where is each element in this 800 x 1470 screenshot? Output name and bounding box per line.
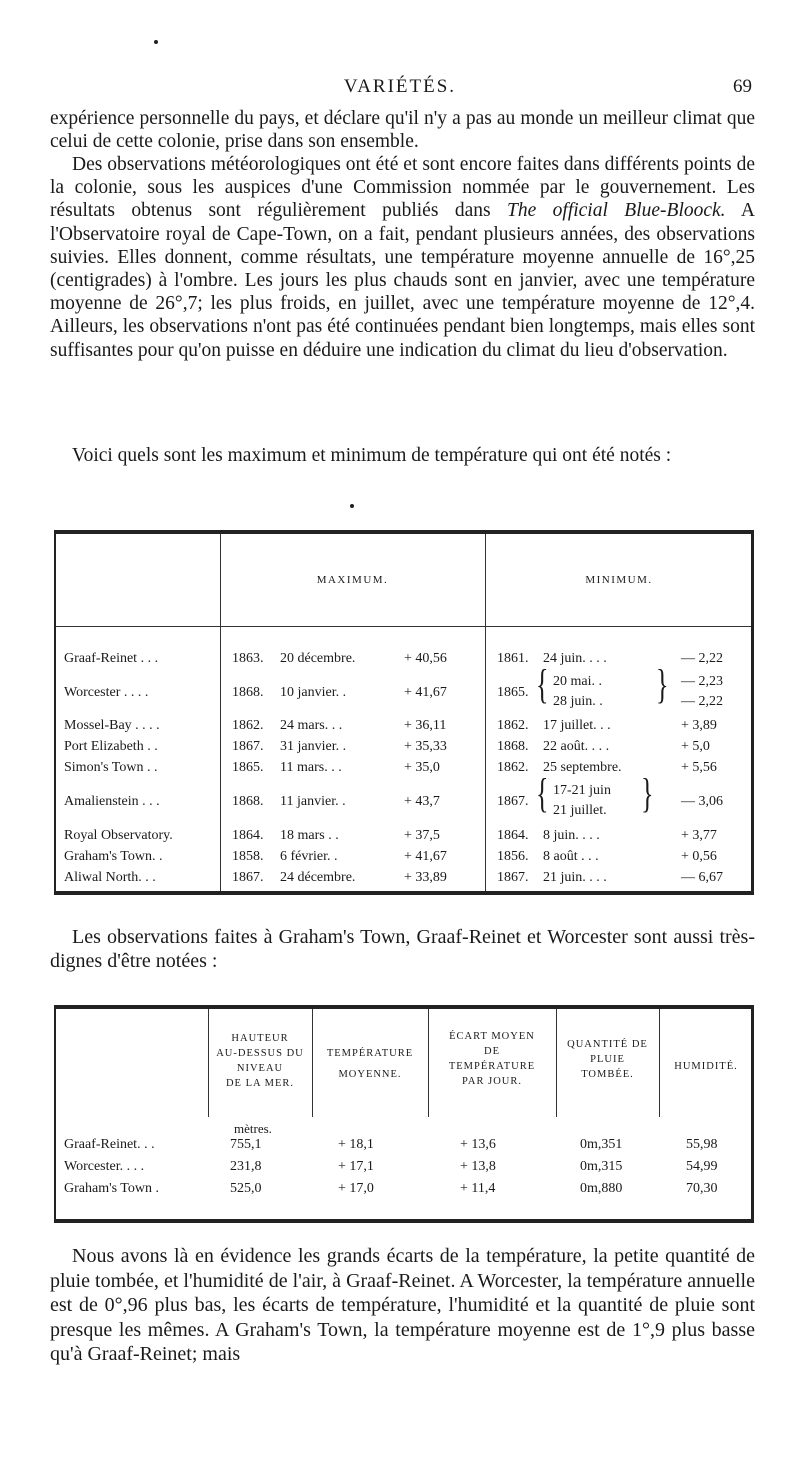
table-row: [56, 718, 751, 740]
table-row: [56, 661, 751, 718]
header-line: TEMPÉRATURE: [326, 1048, 414, 1059]
ecart: + 13,8: [460, 1159, 496, 1174]
place: Mossel-Bay . . . .: [64, 718, 160, 733]
header-line: AU-DESSUS DU: [216, 1048, 304, 1059]
min-year: 1862.: [497, 760, 529, 775]
max-value: + 35,0: [404, 760, 440, 775]
temperature-extremes-table: [54, 530, 754, 895]
humidity: 54,99: [686, 1159, 718, 1174]
header-line: ÉCART MOYEN: [449, 1031, 535, 1042]
table-row: [56, 870, 751, 892]
max-date: 6 février. .: [280, 849, 338, 864]
header-line: TOMBÉE.: [581, 1069, 634, 1080]
min-value-b: — 2,22: [681, 694, 723, 709]
place: Worcester . . . .: [64, 685, 149, 700]
min-value: + 3,89: [681, 718, 717, 733]
ink-speck: [350, 504, 354, 508]
min-date: 25 septembre.: [543, 760, 622, 775]
min-value: + 3,77: [681, 828, 717, 843]
table-row: [56, 770, 751, 827]
humidity: 55,98: [686, 1137, 718, 1152]
page-header: [0, 74, 800, 102]
place: Amalienstein . . .: [64, 794, 160, 809]
max-value: + 33,89: [404, 870, 447, 885]
header-altitude: [208, 1031, 312, 1091]
ecart: + 11,4: [460, 1181, 496, 1196]
min-date: 8 août . . .: [543, 849, 599, 864]
header-humidity: [659, 1059, 753, 1074]
header-line: TEMPÉRATURE: [448, 1061, 536, 1072]
min-date-b: 21 juillet.: [553, 803, 607, 818]
paragraph-intro: [50, 107, 755, 153]
max-date: 24 décembre.: [280, 870, 356, 885]
header-line: PLUIE: [590, 1054, 625, 1065]
header-ecart: [428, 1029, 556, 1089]
min-value: + 5,0: [681, 739, 710, 754]
max-value: + 35,33: [404, 739, 447, 754]
climate-stats-table: [54, 1005, 754, 1223]
paragraph-bottom: [50, 1244, 755, 1367]
paragraph-observations: [50, 153, 755, 362]
min-value: + 5,56: [681, 760, 717, 775]
max-value: + 36,11: [404, 718, 447, 733]
table-row: [56, 739, 751, 761]
header-line: NIVEAU: [236, 1063, 284, 1074]
max-year: 1867.: [232, 739, 264, 754]
max-date: 31 janvier. .: [280, 739, 347, 754]
min-date: 17 juillet. . .: [543, 718, 611, 733]
altitude: 525,0: [230, 1181, 262, 1196]
header-minimum: MINIMUM.: [585, 574, 653, 586]
header-line: DE LA MER.: [225, 1078, 295, 1089]
humidity: 70,30: [686, 1181, 718, 1196]
brace-open: {: [536, 770, 549, 817]
paragraph-text: A l'Observatoire royal de Cape-Town, on a fait, pendant plusieurs années, des observations suivies. Elles donnent, comme résultats, une température moyenne annuelle de 16°,25 (centigrades) à l'ombre. Les jours les plus chauds sont en janvier, avec une température moyenne de 26°,7; les plus froids, en juillet, avec une température moyenne de 12°,4. Ailleurs, les observations n'ont pas été continuées pendant bien longtemps, mais elles sont suffisantes pour qu'on puisse en déduire une indication du climat du lieu d'observation.: [50, 200, 755, 361]
min-value: — 3,06: [681, 794, 723, 809]
max-date: 18 mars . .: [280, 828, 339, 843]
max-date: 20 décembre.: [280, 651, 356, 666]
header-line: PAR JOUR.: [462, 1076, 522, 1087]
place: Graham's Town. .: [64, 849, 163, 864]
running-title: VARIÉTÉS.: [343, 76, 457, 97]
max-value: + 43,7: [404, 794, 440, 809]
temperature: + 17,1: [338, 1159, 374, 1174]
place: Graham's Town .: [64, 1181, 159, 1196]
place: Port Elizabeth . .: [64, 739, 158, 754]
table-row: [56, 849, 751, 871]
min-date: 24 juin. . . .: [543, 651, 607, 666]
rain: 0m,315: [580, 1159, 623, 1174]
place: Royal Observatory.: [64, 828, 173, 843]
max-value: + 41,67: [404, 685, 447, 700]
header-temperature: [312, 1046, 428, 1082]
min-year: 1867.: [497, 794, 529, 809]
place: Graaf-Reinet . . .: [64, 651, 159, 666]
max-date: 11 janvier. .: [280, 794, 346, 809]
header-maximum: MAXIMUM.: [316, 574, 389, 586]
paragraph-text: expérience personnelle du pays, et déclare qu'il n'y a pas au monde un meilleur climat que celui de cette colonie, prise dans son ensemble.: [50, 108, 755, 153]
min-year: 1867.: [497, 870, 529, 885]
ink-speck: [154, 40, 158, 44]
place: Graaf-Reinet. . .: [64, 1137, 155, 1152]
header-line: QUANTITÉ DE: [567, 1039, 648, 1050]
max-date: 24 mars. . .: [280, 718, 343, 733]
max-year: 1858.: [232, 849, 264, 864]
max-value: + 40,56: [404, 651, 447, 666]
max-date: 10 janvier. .: [280, 685, 347, 700]
max-value: + 41,67: [404, 849, 447, 864]
place: Worcester. . . .: [64, 1159, 145, 1174]
min-date: 8 juin. . . .: [543, 828, 600, 843]
unit-label: mètres.: [234, 1121, 272, 1136]
paragraph-middle: [50, 925, 755, 973]
table-row: [56, 651, 751, 673]
paragraph-text: Les observations faites à Graham's Town, Graaf-Reinet et Worcester sont aussi très-dignes d'être notées :: [50, 926, 755, 972]
max-year: 1867.: [232, 870, 264, 885]
min-year: 1861.: [497, 651, 529, 666]
header-divider: [56, 626, 751, 627]
table-row: [56, 828, 751, 850]
min-value: + 0,56: [681, 849, 717, 864]
page-number: 69: [733, 76, 752, 97]
header-line: HUMIDITÉ.: [674, 1061, 738, 1072]
max-year: 1864.: [232, 828, 264, 843]
max-year: 1868.: [232, 794, 264, 809]
temperature: + 17,0: [338, 1181, 374, 1196]
min-value-a: — 2,23: [681, 674, 723, 689]
table-row: [56, 1137, 751, 1159]
max-year: 1863.: [232, 651, 264, 666]
min-year: 1864.: [497, 828, 529, 843]
max-year: 1868.: [232, 685, 264, 700]
min-value: — 6,67: [681, 870, 723, 885]
rain: 0m,880: [580, 1181, 623, 1196]
max-value: + 37,5: [404, 828, 440, 843]
paragraph-text: Nous avons là en évidence les grands écarts de la température, la petite quantité de pluie tombée, et l'humidité de l'air, à Graaf-Reinet. A Worcester, la température annuelle est de 0°,96 plus bas, les écarts de température, l'humidité et la quantité de pluie sont presque les mêmes. A Graham's Town, la température moyenne est de 1°,9 plus basse qu'à Graaf-Reinet; mais: [50, 1245, 755, 1365]
header-line: DE: [484, 1046, 500, 1057]
header-rain: [556, 1037, 659, 1082]
table-row: [56, 1159, 751, 1181]
min-value: — 2,22: [681, 651, 723, 666]
max-year: 1862.: [232, 718, 264, 733]
publication-title: The official Blue-Bloock.: [506, 200, 726, 222]
altitude: 231,8: [230, 1159, 262, 1174]
min-year: 1862.: [497, 718, 529, 733]
header-line: MOYENNE.: [338, 1069, 402, 1080]
temperature: + 18,1: [338, 1137, 374, 1152]
min-date: 21 juin. . . .: [543, 870, 607, 885]
min-date-a: 17-21 juin: [553, 783, 611, 798]
paragraph-text: Voici quels sont les maximum et minimum de température qui ont été notés :: [72, 445, 672, 466]
min-date-b: 28 juin. .: [553, 694, 603, 709]
min-year: 1856.: [497, 849, 529, 864]
table-row: [56, 1181, 751, 1203]
header-line: HAUTEUR: [231, 1033, 289, 1044]
paragraph-text: Des observations météorologiques ont été et sont encore faites dans différents points de la colonie, sous les auspices d'une Commission nommée par le gouvernement. Les résultats obtenus sont régulièrement publiés dans: [50, 154, 755, 222]
brace-open: {: [536, 661, 549, 708]
paragraph-table-intro: [50, 444, 755, 467]
max-year: 1865.: [232, 760, 264, 775]
brace-close: }: [656, 661, 669, 708]
min-year: 1868.: [497, 739, 529, 754]
altitude: 755,1: [230, 1137, 262, 1152]
place: Aliwal North. . .: [64, 870, 156, 885]
min-date: 22 août. . . .: [543, 739, 610, 754]
place: Simon's Town . .: [64, 760, 158, 775]
brace-close: }: [641, 770, 654, 817]
max-date: 11 mars. . .: [280, 760, 342, 775]
ecart: + 13,6: [460, 1137, 496, 1152]
min-date-a: 20 mai. .: [553, 674, 602, 689]
rain: 0m,351: [580, 1137, 623, 1152]
min-year: 1865.: [497, 685, 529, 700]
